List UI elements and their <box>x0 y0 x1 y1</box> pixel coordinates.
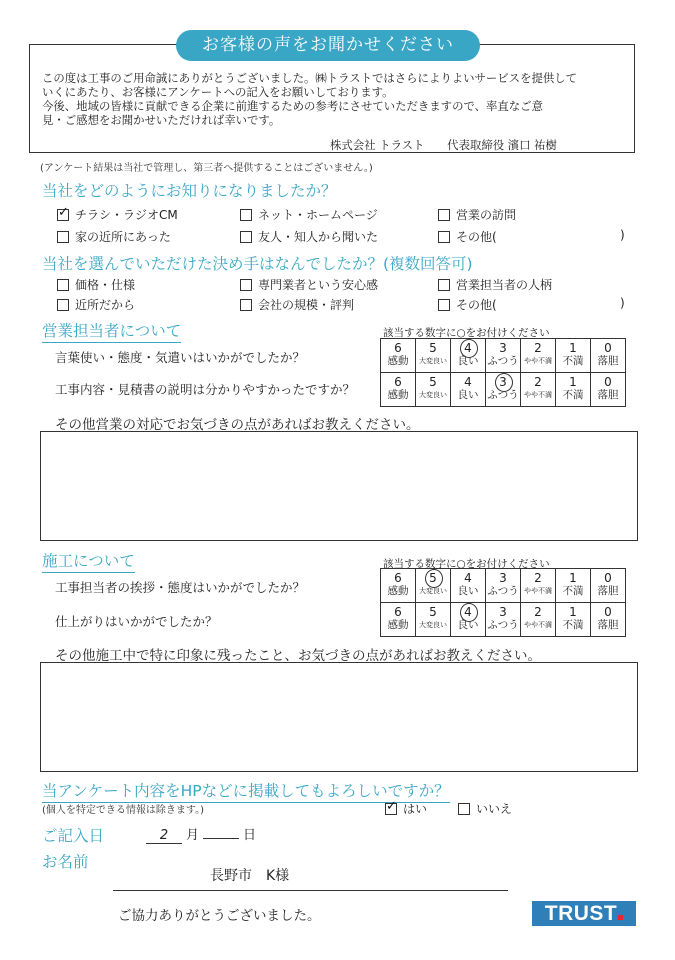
signature: 株式会社 トラスト 代表取締役 濱口 祐樹 <box>330 138 557 152</box>
rating-cell-4[interactable]: 4 良い <box>451 373 486 407</box>
rating-cell-4[interactable]: 4 良い <box>451 339 486 373</box>
rating-cell-2[interactable]: 2 やや不満 <box>521 569 556 603</box>
rating-row <box>381 373 626 407</box>
q1-other-close: ) <box>620 228 625 242</box>
rating-cell-6[interactable]: 6 感動 <box>381 339 416 373</box>
date-fields: 2 月 日 <box>146 824 256 844</box>
checkbox-icon[interactable] <box>438 299 450 311</box>
checkbox-icon[interactable] <box>438 209 450 221</box>
q1-option-visit[interactable]: 営業の訪問 <box>438 206 516 223</box>
construction-comment-prompt: その他施工中で特に印象に残ったこと、お気づきの点があればお教えください。 <box>55 648 541 664</box>
rating-cell-3[interactable]: 3 ふつう <box>486 569 521 603</box>
checkbox-icon[interactable] <box>240 299 252 311</box>
q2-option-specialist[interactable]: 専門業者という安心感 <box>240 276 378 293</box>
name-label: お名前 <box>42 853 89 871</box>
rating-row <box>381 603 626 637</box>
sales-title: 営業担当者について <box>42 319 181 343</box>
construction-title: 施工について <box>42 549 135 573</box>
intro-line: この度は工事のご用命誠にありがとうございました。㈱トラストではさらによりよいサービスを提供して <box>42 71 578 85</box>
rating-cell-4[interactable]: 4 良い <box>451 603 486 637</box>
sales-comment-prompt: その他営業の対応でお気づきの点があればお教えください。 <box>55 417 420 433</box>
rating-cell-6[interactable]: 6 感動 <box>381 569 416 603</box>
q1-option-flyer[interactable]: ✓ チラシ・ラジオCM <box>57 206 178 223</box>
rating-cell-3[interactable]: 3 ふつう <box>486 339 521 373</box>
q2-option-personality[interactable]: 営業担当者の人柄 <box>438 276 552 293</box>
rating-cell-6[interactable]: 6 感動 <box>381 373 416 407</box>
checkbox-icon[interactable] <box>438 279 450 291</box>
q1-option-web[interactable]: ネット・ホームページ <box>240 206 378 223</box>
sales-comment-box[interactable] <box>40 431 638 541</box>
date-label: ご記入日 <box>42 827 105 845</box>
construction-table-note: 該当する数字に○をお付けください <box>383 558 550 570</box>
rating-cell-1[interactable]: 1 不満 <box>556 339 591 373</box>
checkbox-checked-icon[interactable] <box>57 209 69 221</box>
rating-cell-5[interactable]: 5 大変良い <box>416 569 451 603</box>
rating-row <box>381 339 626 373</box>
rating-cell-0[interactable]: 0 落胆 <box>591 603 626 637</box>
q2-other-close: ) <box>620 296 625 310</box>
checkbox-icon[interactable] <box>240 209 252 221</box>
q2-option-other[interactable]: その他( <box>438 296 497 313</box>
checkbox-icon[interactable] <box>458 803 470 815</box>
rating-cell-2[interactable]: 2 やや不満 <box>521 373 556 407</box>
construction-comment-box[interactable] <box>40 662 638 772</box>
q1-option-other[interactable]: その他( <box>438 228 497 245</box>
rating-cell-4[interactable]: 4 良い <box>451 569 486 603</box>
checkbox-icon[interactable] <box>438 231 450 243</box>
sales-rating-table <box>380 338 626 407</box>
rating-row <box>381 569 626 603</box>
q2-option-price[interactable]: 価格・仕様 <box>57 276 135 293</box>
sales-question-2: 工事内容・見積書の説明は分かりやすかったですか？ <box>55 382 356 397</box>
checkbox-icon[interactable] <box>240 279 252 291</box>
name-field[interactable] <box>113 866 508 891</box>
checkbox-icon[interactable] <box>57 231 69 243</box>
intro-line: 見・ご感想をお聞かせいただければ幸いです。 <box>42 113 281 127</box>
month-field[interactable]: 2 <box>146 828 182 844</box>
rating-cell-1[interactable]: 1 不満 <box>556 569 591 603</box>
day-field[interactable] <box>203 838 239 839</box>
publish-note: (個人を特定できる情報は除きます。) <box>42 805 205 816</box>
trust-logo: TRUST <box>532 901 636 926</box>
q1-title: 当社をどのようにお知りになりましたか？ <box>42 182 337 200</box>
q1-option-nearby[interactable]: 家の近所にあった <box>57 228 171 245</box>
rating-cell-3[interactable]: 3 ふつう <box>486 373 521 407</box>
rating-cell-5[interactable]: 5 大変良い <box>416 339 451 373</box>
rating-cell-3[interactable]: 3 ふつう <box>486 603 521 637</box>
checkbox-icon[interactable] <box>57 279 69 291</box>
q1-option-friend[interactable]: 友人・知人から聞いた <box>240 228 378 245</box>
name-value: 長野市 K様 <box>210 868 290 884</box>
rating-cell-0[interactable]: 0 落胆 <box>591 569 626 603</box>
publish-yes-option[interactable]: ✓ はい <box>385 800 427 817</box>
intro-line: 今後、地域の皆様に貢献できる企業に前進するための参考にさせていただきますので、率直なご意 <box>42 99 543 113</box>
intro-line: いくにあたり、お客様にアンケートへの記入をお願いしております。 <box>42 85 394 99</box>
rating-cell-0[interactable]: 0 落胆 <box>591 373 626 407</box>
rating-cell-2[interactable]: 2 やや不満 <box>521 339 556 373</box>
rating-cell-1[interactable]: 1 不満 <box>556 373 591 407</box>
q2-option-reputation[interactable]: 会社の規模・評判 <box>240 296 354 313</box>
rating-cell-6[interactable]: 6 感動 <box>381 603 416 637</box>
privacy-note: (アンケート結果は当社で管理し、第三者へ提供することはございません。) <box>40 163 373 174</box>
closing-text: ご協力ありがとうございました。 <box>118 908 321 924</box>
q2-title: 当社を選んでいただけた決め手はなんでしたか？(複数回答可) <box>42 255 473 273</box>
sales-question-1: 言葉使い・態度・気遣いはいかがでしたか？ <box>55 350 306 365</box>
q2-option-nearby[interactable]: 近所だから <box>57 296 135 313</box>
rating-cell-0[interactable]: 0 落胆 <box>591 339 626 373</box>
sales-table-note: 該当する数字に○をお付けください <box>383 327 550 339</box>
construction-question-2: 仕上がりはいかがでしたか？ <box>55 614 218 629</box>
rating-cell-2[interactable]: 2 やや不満 <box>521 603 556 637</box>
construction-rating-table <box>380 568 626 637</box>
publish-no-option[interactable]: いいえ <box>458 800 512 817</box>
rating-cell-1[interactable]: 1 不満 <box>556 603 591 637</box>
publish-title: 当アンケート内容をHPなどに掲載してもよろしいですか？ <box>42 779 450 803</box>
checkbox-icon[interactable] <box>240 231 252 243</box>
checkbox-checked-icon[interactable] <box>385 803 397 815</box>
construction-question-1: 工事担当者の挨拶・態度はいかがでしたか？ <box>55 580 306 595</box>
rating-cell-5[interactable]: 5 大変良い <box>416 603 451 637</box>
page-title: お客様の声をお聞かせください <box>176 30 480 61</box>
checkbox-icon[interactable] <box>57 299 69 311</box>
rating-cell-5[interactable]: 5 大変良い <box>416 373 451 407</box>
